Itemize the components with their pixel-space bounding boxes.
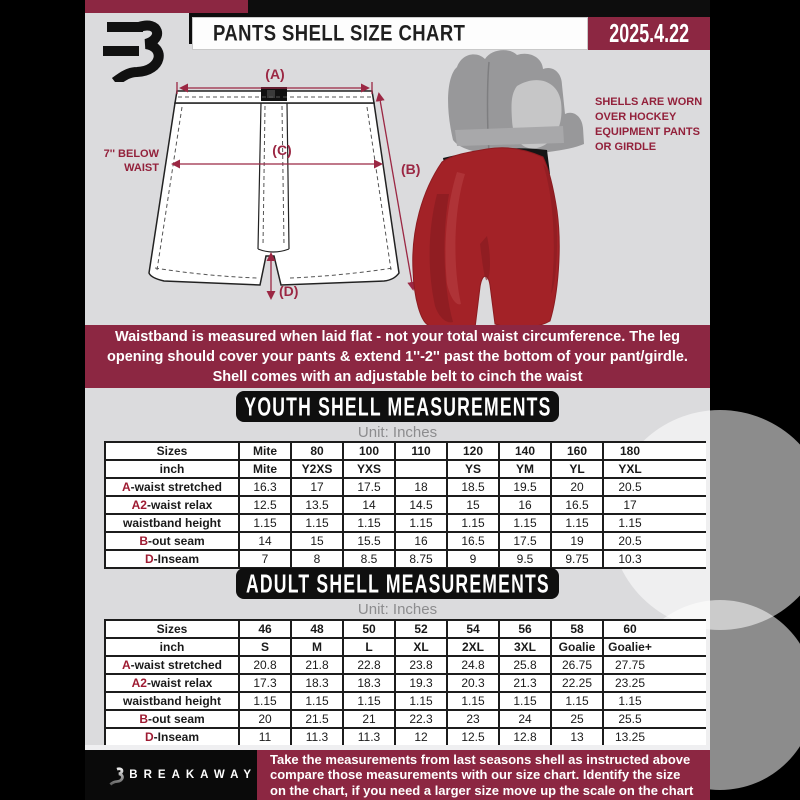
filler-cell	[656, 515, 706, 531]
table-row	[104, 461, 706, 479]
row-label-cell: D-Inseam	[104, 729, 240, 745]
value-cell: 18.3	[292, 675, 344, 691]
shells-note-line: SHELLS ARE WORN	[595, 96, 703, 108]
value-cell: YXL	[618, 462, 642, 476]
value-cell: 21.3	[500, 675, 552, 691]
footer-line: Take the measurements from last seasons shell as instructed above	[270, 751, 691, 767]
value-cell: 21.5	[292, 711, 344, 727]
table-row	[104, 533, 706, 551]
value-cell: 20.8	[240, 657, 292, 673]
value-cell: 20	[240, 711, 292, 727]
adult-unit-label: Unit: Inches	[357, 601, 438, 618]
value-cell: 20.3	[448, 675, 500, 691]
table-row	[104, 479, 706, 497]
label-c: (C)	[272, 142, 292, 158]
value-cell: 23	[448, 711, 500, 727]
value-cell: 19.5	[500, 479, 552, 495]
value-cell: 60	[623, 622, 637, 636]
label-b: (B)	[401, 161, 421, 177]
value-cell: 23.25	[614, 676, 646, 690]
hockey-pants-photo	[413, 50, 584, 325]
value-cell: 1.15	[618, 516, 642, 530]
value-cell: Goalie	[552, 639, 604, 655]
value-cell: 80	[292, 443, 344, 459]
value-cell: 1.15	[292, 515, 344, 531]
value-cell: 15.5	[344, 533, 396, 549]
filler-cell	[656, 443, 706, 459]
youth-size-table	[104, 441, 706, 569]
value-cell: 24.8	[448, 657, 500, 673]
value-cell: 18.5	[448, 479, 500, 495]
table-row	[104, 675, 706, 693]
title-bar	[192, 17, 588, 50]
value-cell: 18.3	[344, 675, 396, 691]
value-cell: 26.75	[552, 657, 604, 673]
value-cell: Mite	[240, 443, 292, 459]
value-cell: 23.8	[396, 657, 448, 673]
value-cell: Mite	[240, 461, 292, 477]
below-waist-label-line1: 7'' BELOW	[103, 148, 159, 160]
brand-name: BREAKAWAY	[129, 769, 257, 781]
value-cell: 22.8	[344, 657, 396, 673]
filler-cell	[656, 533, 706, 549]
row-label-cell: waistband height	[104, 515, 240, 531]
value-cell: 14	[344, 497, 396, 513]
filler-cell	[656, 479, 706, 495]
value-cell: 10.3	[618, 552, 642, 566]
value-cell: 16.5	[552, 497, 604, 513]
value-cell: 48	[292, 621, 344, 637]
filler-cell	[656, 497, 706, 513]
value-cell: L	[344, 639, 396, 655]
table-row	[104, 657, 706, 675]
value-cell: 17.3	[240, 675, 292, 691]
adult-size-table	[104, 619, 706, 747]
label-d: (D)	[279, 283, 299, 299]
value-cell: 3XL	[500, 639, 552, 655]
header-accent-strip	[85, 0, 248, 13]
shells-note-line: EQUIPMENT PANTS	[595, 126, 700, 138]
value-cell: 16	[500, 497, 552, 513]
value-cell: 25.8	[500, 657, 552, 673]
value-cell: 16.3	[240, 479, 292, 495]
table-row	[104, 551, 706, 569]
row-label-cell: inch	[104, 639, 240, 655]
waistband-info-banner	[85, 325, 710, 388]
value-cell: 100	[344, 443, 396, 459]
value-cell: 12.8	[500, 729, 552, 745]
row-label-cell: waistband height	[104, 693, 240, 709]
filler-cell	[656, 639, 706, 655]
row-label-cell: A2-waist relax	[104, 497, 240, 513]
label-a: (A)	[265, 66, 285, 82]
youth-section-heading	[236, 391, 559, 422]
footer-instructions	[257, 750, 710, 800]
value-cell: 21.8	[292, 657, 344, 673]
value-cell: 9	[448, 551, 500, 567]
value-cell: 16	[396, 533, 448, 549]
value-cell: 8.5	[344, 551, 396, 567]
value-cell: 50	[344, 621, 396, 637]
value-cell: 52	[396, 621, 448, 637]
value-cell: 11.3	[292, 729, 344, 745]
value-cell: 1.15	[240, 693, 292, 709]
value-cell: 1.15	[448, 693, 500, 709]
filler-cell	[656, 551, 706, 567]
value-cell: 8.75	[396, 551, 448, 567]
value-cell: Goalie+	[608, 640, 652, 654]
value-cell: 1.15	[500, 515, 552, 531]
value-cell: 110	[396, 443, 448, 459]
info-banner-line: Waistband is measured when laid flat - not your total waist circumference. The leg	[114, 328, 681, 345]
value-cell: YL	[552, 461, 604, 477]
youth-heading-text: YOUTH SHELL MEASUREMENTS	[243, 391, 552, 421]
shorts-outline-drawing	[104, 66, 421, 299]
value-cell: 1.15	[344, 515, 396, 531]
footer	[85, 750, 710, 800]
value-cell: 14.5	[396, 497, 448, 513]
table-row	[104, 711, 706, 729]
value-cell: 20.5	[618, 480, 642, 494]
footer-line: on the chart, if you need a larger size move up the scale on the chart	[270, 782, 694, 798]
value-cell: 56	[500, 621, 552, 637]
value-cell: 1.15	[448, 515, 500, 531]
value-cell: M	[292, 639, 344, 655]
table-row	[104, 693, 706, 711]
document-page	[85, 0, 710, 800]
value-cell: 8	[292, 551, 344, 567]
value-cell: 17	[623, 498, 637, 512]
value-cell: 16.5	[448, 533, 500, 549]
footer-brand-panel	[85, 750, 257, 800]
value-cell: 1.15	[292, 693, 344, 709]
value-cell: YS	[448, 461, 500, 477]
value-cell: 27.75	[614, 658, 646, 672]
value-cell: 54	[448, 621, 500, 637]
shorts-measurement-diagram	[85, 44, 710, 325]
value-cell: 2XL	[448, 639, 500, 655]
value-cell: 11	[240, 729, 292, 745]
value-cell: 17	[292, 479, 344, 495]
youth-unit-label: Unit: Inches	[357, 424, 438, 441]
value-cell: 1.15	[344, 693, 396, 709]
value-cell: 25.5	[618, 712, 642, 726]
info-banner-line: opening should cover your pants & extend 1''-2'' past the bottom of your pant/girdle.	[107, 348, 688, 365]
adult-section-heading	[236, 568, 559, 599]
row-label-cell: A-waist stretched	[104, 479, 240, 495]
value-cell: 13.5	[292, 497, 344, 513]
value-cell: 17.5	[344, 479, 396, 495]
info-banner-line: Shell comes with an adjustable belt to cinch the waist	[212, 368, 583, 385]
value-cell: 18	[396, 479, 448, 495]
value-cell: 7	[240, 551, 292, 567]
below-waist-label-line2: WAIST	[124, 162, 159, 174]
value-cell: 1.15	[396, 693, 448, 709]
value-cell: 22.25	[552, 675, 604, 691]
shells-note-line: OR GIRDLE	[595, 141, 657, 153]
value-cell: 140	[500, 443, 552, 459]
breakaway-logo-icon	[103, 14, 169, 87]
row-label-cell: B-out seam	[104, 533, 240, 549]
row-label-cell: inch	[104, 461, 240, 477]
row-label-cell: B-out seam	[104, 711, 240, 727]
value-cell: 24	[500, 711, 552, 727]
filler-cell	[656, 693, 706, 709]
value-cell: 120	[448, 443, 500, 459]
value-cell: 9.75	[552, 551, 604, 567]
filler-cell	[656, 461, 706, 477]
value-cell: XL	[396, 639, 448, 655]
value-cell: 13.25	[614, 730, 646, 744]
value-cell: 13	[552, 729, 604, 745]
footer-line: compare those measurements with our size chart. Identify the size	[270, 767, 681, 783]
value-cell: 9.5	[500, 551, 552, 567]
value-cell: 1.15	[500, 693, 552, 709]
value-cell: S	[240, 639, 292, 655]
row-label-cell: D-Inseam	[104, 551, 240, 567]
shells-note-line: OVER HOCKEY	[595, 111, 677, 123]
shells-note	[595, 95, 707, 155]
value-cell: 1.15	[618, 694, 642, 708]
value-cell: 19.3	[396, 675, 448, 691]
row-label-cell: A2-waist relax	[104, 675, 240, 691]
value-cell: 17.5	[500, 533, 552, 549]
value-cell: YXS	[344, 461, 396, 477]
row-label-cell: Sizes	[104, 443, 240, 459]
table-row	[104, 621, 706, 639]
row-label-cell: Sizes	[104, 621, 240, 637]
value-cell: 22.3	[396, 711, 448, 727]
value-cell: 19	[552, 533, 604, 549]
value-cell: 1.15	[552, 515, 604, 531]
value-cell: 15	[448, 497, 500, 513]
date-badge	[588, 17, 710, 50]
value-cell: YM	[500, 461, 552, 477]
value-cell: 1.15	[396, 515, 448, 531]
date-text: 2025.4.22	[609, 18, 689, 48]
table-row	[104, 497, 706, 515]
filler-cell	[656, 657, 706, 673]
value-cell: 20	[552, 479, 604, 495]
breakaway-footer-logo-icon	[107, 754, 125, 796]
filler-cell	[656, 729, 706, 745]
value-cell: 21	[344, 711, 396, 727]
adult-heading-text: ADULT SHELL MEASUREMENTS	[245, 568, 550, 598]
filler-cell	[656, 711, 706, 727]
value-cell: 1.15	[240, 515, 292, 531]
value-cell: 12.5	[240, 497, 292, 513]
row-label-cell: A-waist stretched	[104, 657, 240, 673]
value-cell: 160	[552, 443, 604, 459]
filler-cell	[656, 675, 706, 691]
table-row	[104, 443, 706, 461]
value-cell: 25	[552, 711, 604, 727]
table-row	[104, 515, 706, 533]
table-row	[104, 639, 706, 657]
value-cell: Y2XS	[292, 461, 344, 477]
value-cell	[396, 461, 448, 477]
value-cell: 12.5	[448, 729, 500, 745]
value-cell: 1.15	[552, 693, 604, 709]
page-title: PANTS SHELL SIZE CHART	[213, 20, 466, 46]
value-cell: 12	[396, 729, 448, 745]
value-cell: 20.5	[618, 534, 642, 548]
filler-cell	[656, 621, 706, 637]
value-cell: 46	[240, 621, 292, 637]
value-cell: 180	[619, 444, 641, 458]
value-cell: 11.3	[344, 729, 396, 745]
value-cell: 14	[240, 533, 292, 549]
value-cell: 15	[292, 533, 344, 549]
value-cell: 58	[552, 621, 604, 637]
